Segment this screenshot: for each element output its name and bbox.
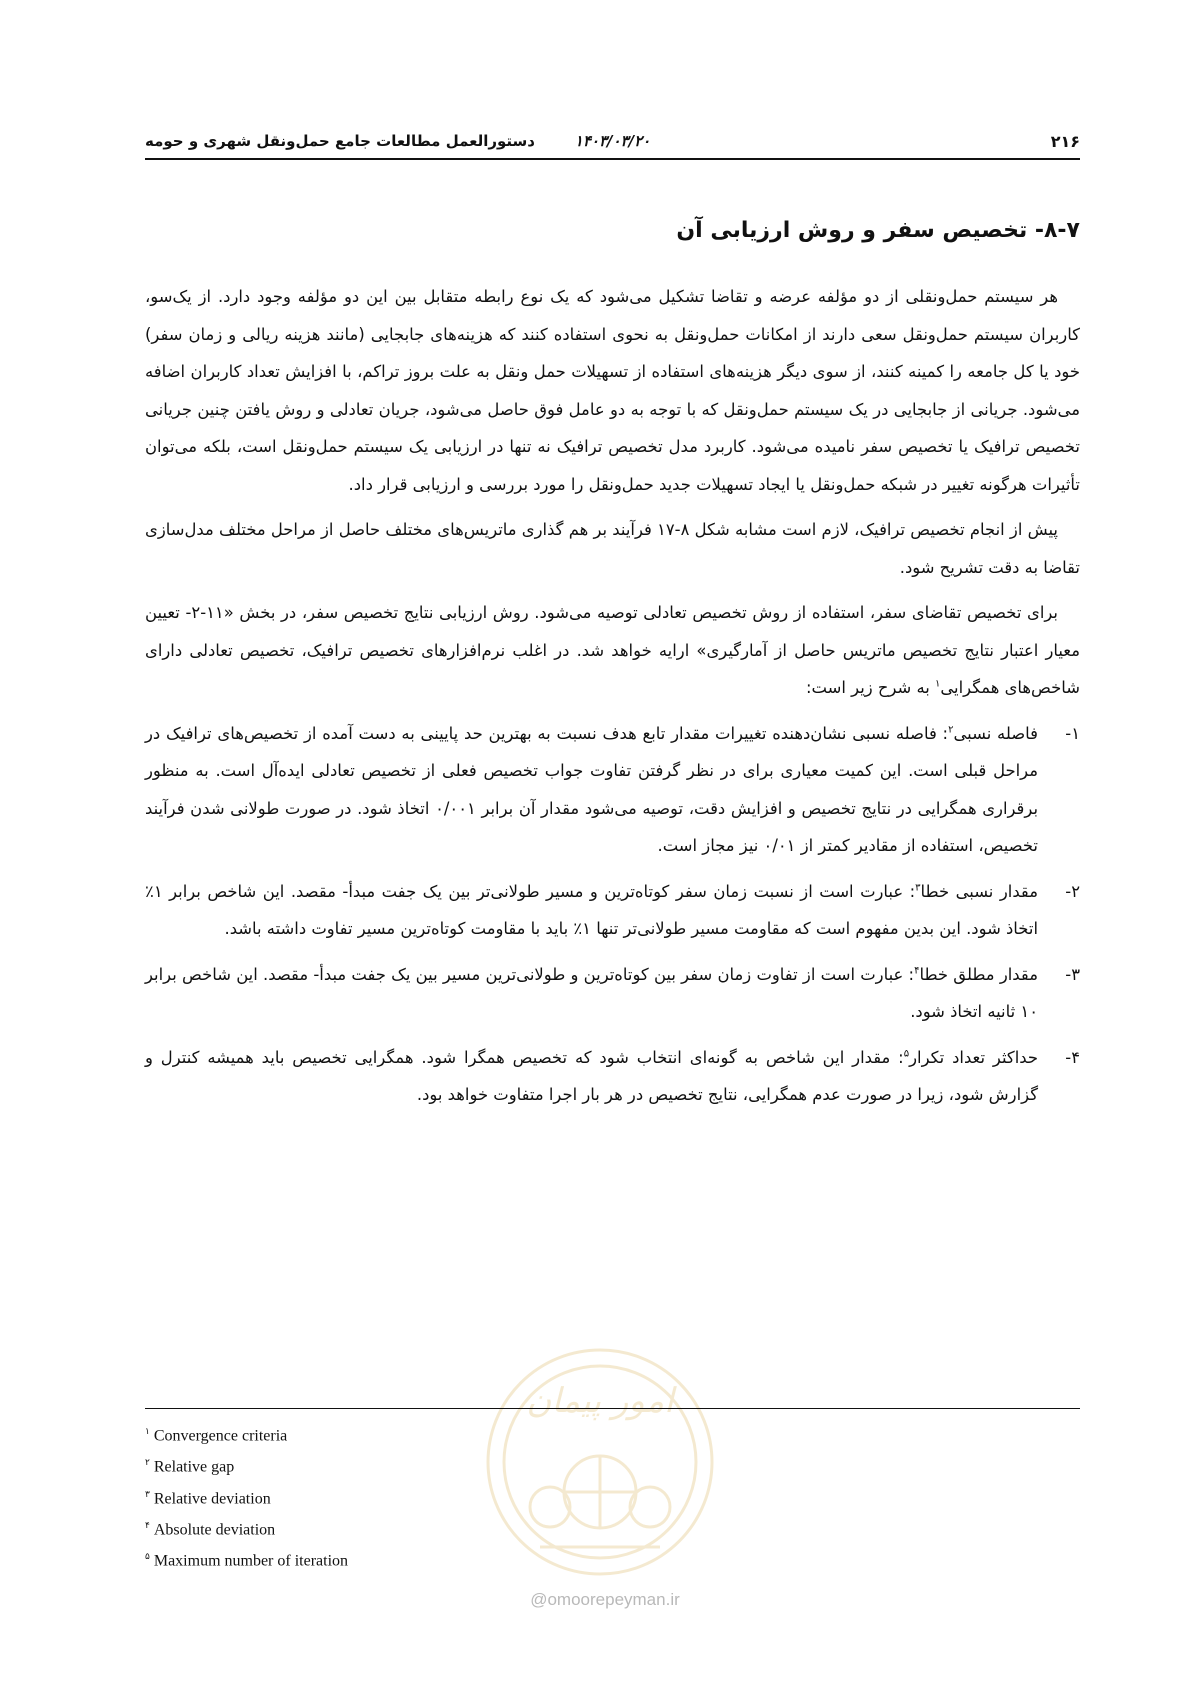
paragraph-2: پیش از انجام تخصیص ترافیک، لازم است مشابه شکل ۸-۱۷ فرآیند بر هم گذاری ماتریس‌های مختلف حاصل از مراحل مختلف مدل‌سازی تقاضا به دقت تشریح شود.	[145, 520, 1080, 577]
footnote-mark: ۳	[145, 1488, 150, 1499]
footnote-ref: ۳	[915, 882, 921, 894]
list-item-number: ۲-	[1065, 881, 1080, 901]
list-item	[145, 956, 1080, 1031]
list-item-term: فاصله نسبی	[953, 723, 1038, 743]
body-text	[145, 278, 1080, 1122]
header-date: ۱۴۰۳/۰۳/۲۰	[574, 132, 651, 150]
list-item-number: ۱-	[1065, 723, 1080, 743]
list-item	[145, 1039, 1080, 1114]
section-heading: ۸-۷- تخصیص سفر و روش ارزیابی آن	[676, 218, 1080, 243]
list-item-number: ۳-	[1065, 964, 1080, 984]
footnote	[145, 1512, 545, 1543]
footnote-text: Convergence criteria	[153, 1427, 288, 1445]
list-item-term: مقدار مطلق خطا	[919, 964, 1038, 984]
footnote-mark: ۲	[145, 1457, 150, 1468]
list-item-text: : عبارت است از نسبت زمان سفر کوتاه‌ترین و مسیر طولانی‌تر بین یک جفت مبدأ- مقصد. این شاخص برابر ۱٪ اتخاذ شود. این بدین مفهوم است که مقاومت مسیر طولانی‌تر تنها ۱٪ باید با مقاومت کوتاه‌ترین مسیر تفاوت داشته باشد.	[145, 881, 1038, 938]
list-item-text: : عبارت است از تفاوت زمان سفر بین کوتاه‌ترین و طولانی‌ترین مسیر بین یک جفت مبدأ- مقصد. این شاخص برابر ۱۰ ثانیه اتخاذ شود.	[145, 964, 1038, 1021]
footnote-mark: ۵	[145, 1551, 150, 1562]
list-item-text: : فاصله نسبی نشان‌دهنده تغییرات مقدار تابع هدف نسبت به بهترین حد پایینی به دست آمده از تخصیص‌های ترافیک در مراحل قبلی است. این کمیت معیاری برای در نظر گرفتن تفاوت جواب تخصیص فعلی از تخصیص تعادلی ایده‌آل است. به منظور برقراری همگرایی در نتایج تخصیص و افزایش دقت، توصیه می‌شود مقدار آن برابر ۰/۰۰۱ اتخاذ شود. در صورت طولانی شدن فرآیند تخصیص، استفاده از مقادیر کمتر از ۰/۰۱ نیز مجاز است.	[145, 723, 1039, 855]
footnote-text: Relative deviation	[153, 1489, 271, 1507]
footnotes	[145, 1418, 545, 1575]
page-number: ۲۱۶	[1050, 132, 1080, 151]
list-item	[145, 873, 1080, 948]
footnote-ref: ۵	[903, 1048, 910, 1060]
list-item-term: حداکثر تعداد تکرار	[909, 1047, 1038, 1067]
footnote	[145, 1543, 545, 1574]
footnote-ref-1: ۱	[935, 678, 941, 690]
paragraph-1: هر سیستم حمل‌ونقلی از دو مؤلفه عرضه و تقاضا تشکیل می‌شود که یک نوع رابطه متقابل بین این دو مؤلفه وجود دارد. از یک‌سو، کاربران سیستم حمل‌ونقل سعی دارند از امکانات حمل‌ونقل به نحوی استفاده کنند که هزینه‌های جابجایی (مانند هزینه ریالی و زمان سفر) خود یا کل جامعه را کمینه کنند، از سوی دیگر هزینه‌های استفاده از تسهیلات حمل ونقل به علت بروز تراکم، با افزایش تعداد کاربران اضافه می‌شود. جریانی از جابجایی در یک سیستم حمل‌ونقل که با توجه به دو عامل فوق حاصل می‌شود، جریان تعادلی و روش یافتن چنین جریانی تخصیص ترافیک یا تخصیص سفر نامیده می‌شود. کاربرد مدل تخصیص ترافیک نه تنها در ارزیابی یک سیستم حمل‌ونقل است، بلکه می‌توان تأثیرات هرگونه تغییر در شبکه حمل‌ونقل یا ایجاد تسهیلات جدید حمل‌ونقل را مورد بررسی و ارزیابی قرار داد.	[145, 287, 1080, 494]
paragraph-3-text: برای تخصیص تقاضای سفر، استفاده از روش تخصیص تعادلی توصیه می‌شود. روش ارزیابی نتایج تخصیص سفر، در بخش «۱۱-۲- تعیین معیار اعتبار نتایج تخصیص ماتریس حاصل از آمارگیری» ارایه خواهد شد. در اغلب نرم‌افزارهای تخصیص ترافیک، تخصیص تعادلی دارای شاخص‌های همگرایی	[145, 603, 1080, 697]
footnote-mark: ۴	[145, 1519, 150, 1530]
convergence-criteria-list	[145, 715, 1080, 1114]
footnote-ref: ۲	[948, 724, 954, 736]
paragraph-3-tail: به شرح زیر است:	[806, 678, 936, 697]
footnote	[145, 1418, 545, 1449]
header-divider	[145, 158, 1080, 160]
watermark-logo-text: امور پیمان	[526, 1381, 674, 1421]
footnote-mark: ۱	[145, 1426, 150, 1436]
footnote-text: Relative gap	[153, 1458, 235, 1476]
paragraph-3	[145, 594, 1080, 707]
watermark-site: @omoorepeyman.ir	[530, 1590, 680, 1609]
header-title: دستورالعمل مطالعات جامع حمل‌ونقل شهری و حومه	[145, 132, 535, 150]
footnote-ref: ۴	[914, 965, 920, 977]
page-header	[145, 128, 1080, 156]
list-item	[145, 715, 1080, 865]
list-item-text: : مقدار این شاخص به گونه‌ای انتخاب شود که تخصیص همگرا شود. همگرایی تخصیص باید همیشه کنترل و گزارش شود، زیرا در صورت عدم همگرایی، نتایج تخصیص در هر بار اجرا متفاوت خواهد بود.	[145, 1047, 1038, 1104]
footnote-text: Maximum number of iteration	[153, 1552, 349, 1570]
list-item-term: مقدار نسبی خطا	[920, 881, 1038, 901]
footnote	[145, 1481, 545, 1512]
list-item-number: ۴-	[1065, 1047, 1080, 1067]
footnote-text: Absolute deviation	[153, 1521, 276, 1539]
footnote	[145, 1449, 545, 1480]
footnote-divider	[145, 1408, 1080, 1409]
